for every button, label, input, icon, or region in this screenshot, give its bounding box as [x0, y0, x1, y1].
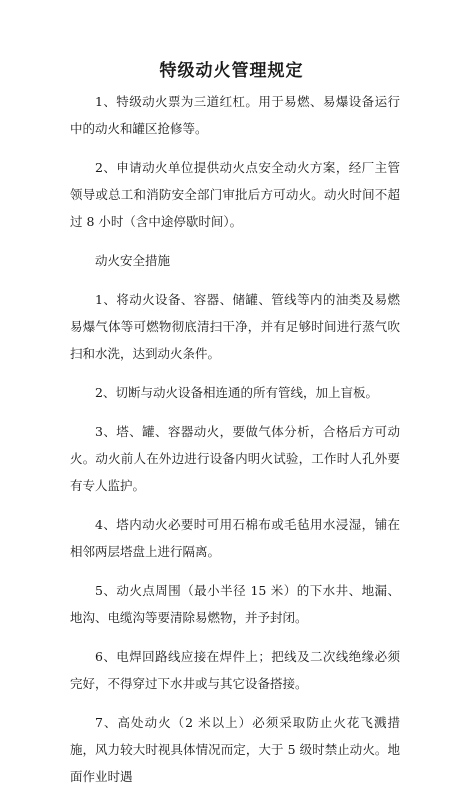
measure-1: 1、将动火设备、容器、储罐、管线等内的油类及易燃易爆气体等可燃物彻底清扫干净，并有足够时间进行蒸气吹扫和水洗，达到动火条件。 [70, 292, 400, 361]
measure-4: 4、塔内动火必要时可用石棉布或毛毡用水浸湿，铺在相邻两层塔盘上进行隔离。 [70, 517, 400, 559]
measure-3: 3、塔、罐、容器动火，要做气体分析，合格后方可动火。动火前人在外边进行设备内明火试验，工作时人孔外要有专人监护。 [70, 424, 400, 493]
paragraph-1: 1、特级动火票为三道红杠。用于易燃、易爆设备运行中的动火和罐区抢修等。 [70, 94, 400, 136]
measure-5: 5、动火点周围（最小半径 15 米）的下水井、地漏、地沟、电缆沟等要清除易燃物，并予封闭。 [70, 583, 400, 625]
measure-2: 2、切断与动火设备相连通的所有管线，加上盲板。 [95, 385, 378, 400]
document-body [70, 88, 400, 802]
section-heading-safety-measures: 动火安全措施 [95, 253, 171, 268]
measure-6: 6、电焊回路线应接在焊件上；把线及二次线绝缘必须完好，不得穿过下水井或与其它设备搭接。 [70, 649, 400, 691]
measure-7: 7、高处动火（2 米以上）必须采取防止火花飞溅措施，风力较大时视具体情况而定，大于 5 级时禁止动火。地面作业时遇 [70, 715, 400, 784]
paragraph-2: 2、申请动火单位提供动火点安全动火方案，经厂主管领导或总工和消防安全部门审批后方可动火。动火时间不超过 8 小时（含中途停歇时间）。 [70, 160, 400, 229]
document-title: 特级动火管理规定 [159, 61, 304, 81]
